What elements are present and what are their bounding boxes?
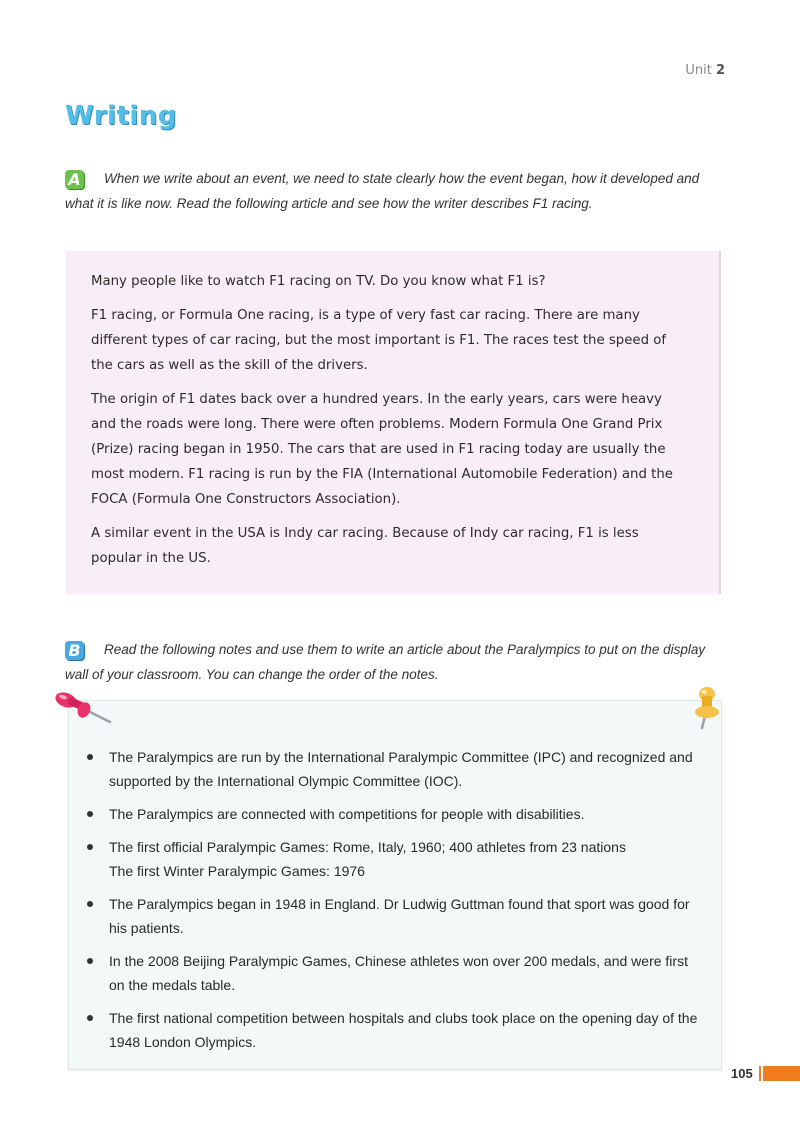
note-text: The first official Paralympic Games: Rome, Italy, 1960; 400 athletes from 23 nations [109, 839, 626, 855]
note-text: The first Winter Paralympic Games: 1976 [109, 863, 365, 879]
note-text: The Paralympics are run by the International Paralympic Committee (IPC) and recognized and supported by the International Olympic Committee (IOC). [109, 749, 693, 789]
unit-label [685, 63, 725, 78]
instruction-b [65, 637, 725, 687]
letter-a-badge: A [65, 170, 84, 189]
bullet-icon [87, 754, 93, 760]
page-accent-bar [763, 1066, 800, 1081]
article-box [66, 251, 721, 594]
bullet-icon [87, 958, 93, 964]
note-text: The Paralympics began in 1948 in England. Dr Ludwig Guttman found that sport was good for his patients. [109, 896, 690, 936]
page-accent-divider [759, 1066, 761, 1081]
note-text: The Paralympics are connected with competitions for people with disabilities. [109, 806, 585, 822]
section-title: Writing [65, 101, 177, 131]
unit-number: 2 [715, 63, 725, 78]
page-number: 105 [731, 1066, 753, 1081]
article-paragraph: A similar event in the USA is Indy car racing. Because of Indy car racing, F1 is less popular in the US. [91, 526, 639, 566]
note-item [109, 892, 701, 940]
bullet-icon [87, 844, 93, 850]
bullet-icon [87, 1015, 93, 1021]
instruction-a-text: When we write about an event, we need to state clearly how the event began, how it developed and what it is like now. Read the following article and see how the writer describes F1 racing. [65, 171, 700, 211]
instruction-a [65, 166, 725, 216]
note-item [109, 802, 701, 826]
note-item [109, 835, 701, 883]
notes-board [68, 700, 722, 1070]
note-item [109, 949, 701, 997]
push-pin-icon [48, 688, 118, 730]
note-text: In the 2008 Beijing Paralympic Games, Chinese athletes won over 200 medals, and were first on the medals table. [109, 953, 688, 993]
note-item [109, 745, 701, 793]
unit-word: Unit [685, 63, 712, 78]
article-paragraph: Many people like to watch F1 racing on TV. Do you know what F1 is? [91, 274, 546, 289]
note-text: The first national competition between hospitals and clubs took place on the opening day of the 1948 London Olympics. [109, 1010, 698, 1050]
article-paragraph: The origin of F1 dates back over a hundred years. In the early years, cars were heavy and the roads were long. There were often problems. Modern Formula One Grand Prix (Prize) racing began in 1950. The cars that are used in F1 racing today are usually the most modern. F1 racing is run by the FIA (International Automobile Federation) and the FOCA (Formula One Constructors Association). [91, 392, 673, 507]
notes-list [69, 701, 721, 1054]
bullet-icon [87, 811, 93, 817]
note-item [109, 1006, 701, 1054]
bullet-icon [87, 901, 93, 907]
article-paragraph: F1 racing, or Formula One racing, is a type of very fast car racing. There are many different types of car racing, but the most important is F1. The races test the speed of the cars as well as the skill of the drivers. [91, 308, 667, 373]
letter-b-badge: B [65, 641, 84, 660]
instruction-b-text: Read the following notes and use them to write an article about the Paralympics to put on the display wall of your classroom. You can change the order of the notes. [65, 642, 706, 682]
push-pin-icon [690, 686, 724, 730]
